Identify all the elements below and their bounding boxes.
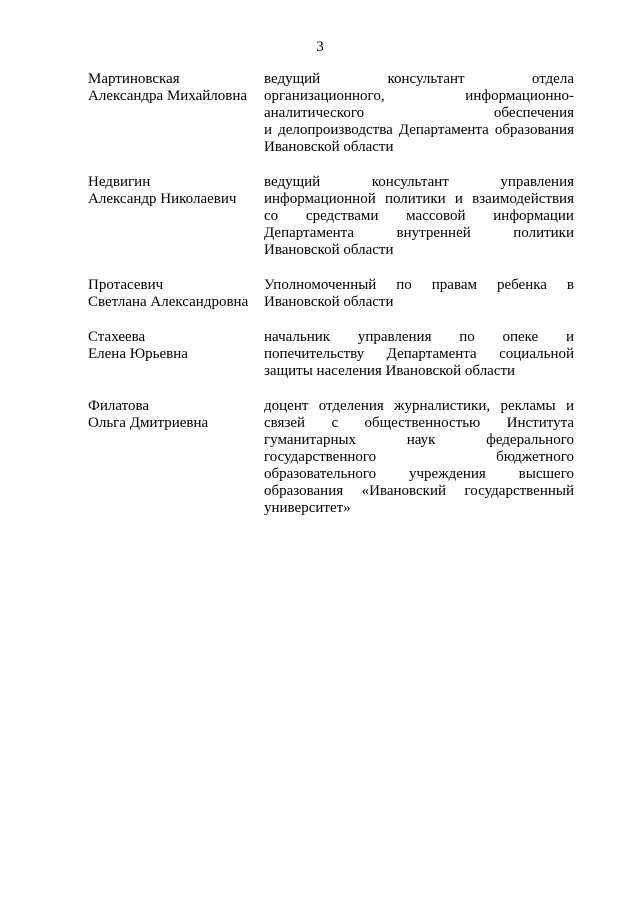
position-line: доцент отделения журналистики, рекламы и	[264, 398, 574, 414]
member-position	[264, 329, 574, 380]
member-surname: Недвигин	[88, 174, 151, 190]
member-entry	[88, 174, 574, 259]
position-line: начальник управления по опеке и	[264, 329, 574, 345]
position-line: Департамента внутренней политики	[264, 225, 574, 241]
member-position	[264, 71, 574, 156]
position-line: Уполномоченный по правам ребенка в	[264, 277, 574, 293]
position-line: попечительству Департамента социальной	[264, 346, 574, 362]
position-line: связей с общественностью Института	[264, 415, 574, 431]
position-line: ведущий консультант отдела	[264, 71, 574, 87]
position-line: информационной политики и взаимодействия	[264, 191, 574, 207]
position-line: образовательного учреждения высшего	[264, 466, 574, 482]
member-name	[88, 277, 264, 311]
position-line: со средствами массовой информации	[264, 208, 574, 224]
position-line: Ивановской области	[264, 242, 394, 258]
member-entry	[88, 329, 574, 380]
position-line: Ивановской области	[264, 294, 394, 310]
member-entry	[88, 398, 574, 517]
member-entry	[88, 277, 574, 311]
member-given-names: Светлана Александровна	[88, 294, 249, 310]
member-name	[88, 71, 264, 156]
member-name	[88, 398, 264, 517]
position-line: гуманитарных наук федерального	[264, 432, 574, 448]
member-given-names: Александр Николаевич	[88, 191, 237, 207]
position-line: государственного бюджетного	[264, 449, 574, 465]
member-name	[88, 174, 264, 259]
member-surname: Мартиновская	[88, 71, 180, 87]
position-line: Ивановской области	[264, 139, 394, 155]
member-position	[264, 398, 574, 517]
member-given-names: Александра Михайловна	[88, 88, 248, 104]
member-position	[264, 277, 574, 311]
page-number: 3	[316, 39, 324, 55]
position-line: университет»	[264, 500, 351, 516]
member-entry	[88, 71, 574, 156]
member-position	[264, 174, 574, 259]
position-line: защиты населения Ивановской области	[264, 363, 516, 379]
member-surname: Филатова	[88, 398, 150, 414]
position-line: аналитического обеспечения	[264, 105, 574, 121]
position-line: образования «Ивановский государственный	[264, 483, 574, 499]
member-surname: Протасевич	[88, 277, 164, 293]
member-given-names: Ольга Дмитриевна	[88, 415, 209, 431]
member-name	[88, 329, 264, 380]
position-line: и делопроизводства Департамента образования	[264, 122, 574, 138]
member-given-names: Елена Юрьевна	[88, 346, 188, 362]
position-line: организационного, информационно-	[264, 88, 574, 104]
member-surname: Стахеева	[88, 329, 146, 345]
members-list	[88, 71, 574, 517]
position-line: ведущий консультант управления	[264, 174, 574, 190]
